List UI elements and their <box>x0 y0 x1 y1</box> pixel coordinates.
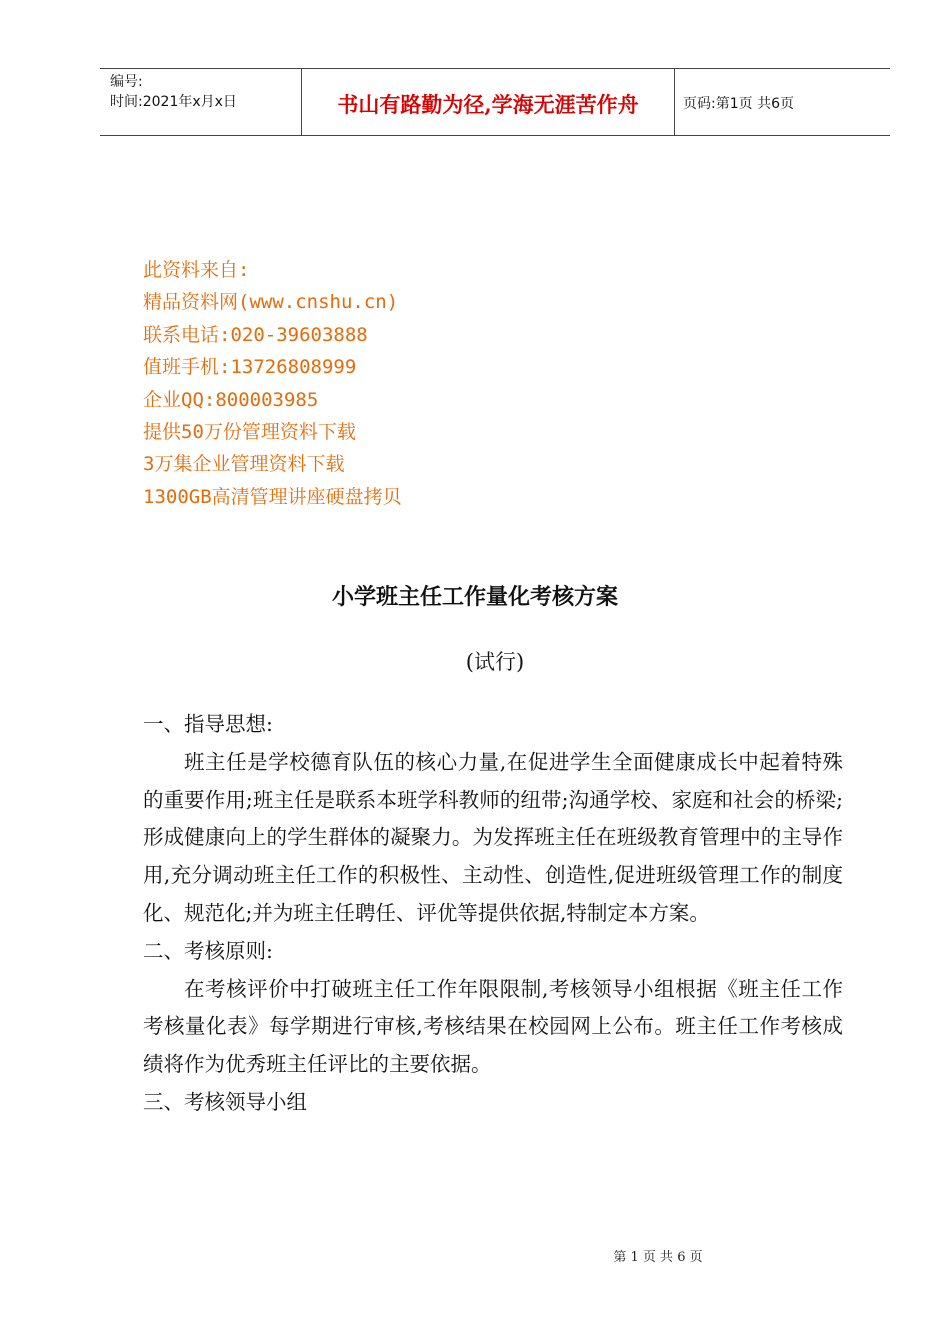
source-line: 提供50万份管理资料下载 <box>143 421 356 444</box>
document-body <box>143 706 843 1122</box>
number-label: 编号: <box>110 74 143 90</box>
page-footer: 第 1 页 共 6 页 <box>613 1250 703 1265</box>
header-page-number: 页码:第1页 共6页 <box>683 96 794 112</box>
source-line: 精品资料网(www.cnshu.cn) <box>143 291 399 314</box>
source-line: 1300GB高清管理讲座硬盘拷贝 <box>143 485 402 508</box>
header-meta <box>100 69 301 135</box>
source-line: 此资料来自: <box>143 259 250 281</box>
date-label: 时间:2021年x月x日 <box>110 94 237 110</box>
section-heading: 三、考核领导小组 <box>143 1089 307 1114</box>
source-line: 联系电话:020-39603888 <box>143 323 368 346</box>
section-paragraph: 班主任是学校德育队伍的核心力量,在促进学生全面健康成长中起着特殊的重要作用;班主任是联系本班学科教师的纽带;沟通学校、家庭和社会的桥梁;形成健康向上的学生群体的凝聚力。为发挥班主任在班级教育管理中的主导作用,充分调动班主任工作的积极性、主动性、创造性,促进班级管理工作的制度化、规范化;并为班主任聘任、评优等提供依据,特制定本方案。 <box>143 749 843 925</box>
section-paragraph: 在考核评价中打破班主任工作年限限制,考核领导小组根据《班主任工作考核量化表》每学期进行审核,考核结果在校园网上公布。班主任工作考核成绩将作为优秀班主任评比的主要依据。 <box>143 976 843 1077</box>
section-heading: 二、考核原则: <box>143 938 273 963</box>
source-line: 值班手机:13726808999 <box>143 356 357 379</box>
section-heading: 一、指导思想: <box>143 712 273 736</box>
document-title: 小学班主任工作量化考核方案 <box>331 584 618 610</box>
document-subtitle: (试行) <box>465 650 525 674</box>
source-info-block <box>143 254 402 513</box>
page-header <box>100 68 890 136</box>
source-line: 企业QQ:800003985 <box>143 388 319 411</box>
source-line: 3万集企业管理资料下载 <box>143 453 345 476</box>
header-motto: 书山有路勤为径,学海无涯苦作舟 <box>301 69 675 135</box>
